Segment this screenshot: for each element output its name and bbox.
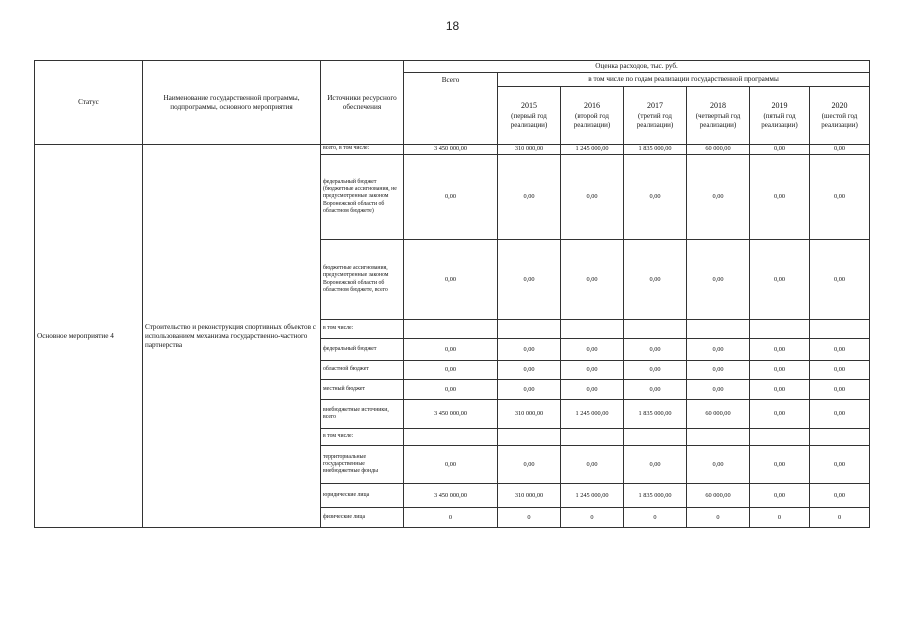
value-cell: 0,00 [810,380,870,400]
value-cell: 3 450 000,00 [404,145,498,155]
estimate-header: Оценка расходов, тыс. руб. [404,61,870,73]
year-header-2017 [624,87,687,145]
value-cell: 0,00 [624,361,687,380]
value-cell: 60 000,00 [687,145,750,155]
year-label: (третий год реализации) [636,111,674,129]
value-cell: 0,00 [750,339,810,361]
value-cell: 0,00 [810,240,870,320]
year-header-2020 [810,87,870,145]
value-cell: 3 450 000,00 [404,400,498,429]
year-header-2016 [561,87,624,145]
year-label: (шестой год реализации) [821,111,858,129]
year-header-2018 [687,87,750,145]
value-cell: 0,00 [810,400,870,429]
value-cell: 0,00 [561,380,624,400]
value-cell: 0,00 [810,446,870,484]
value-cell: 60 000,00 [687,400,750,429]
value-cell: 0,00 [810,484,870,508]
source-label: в том числе: [321,320,404,339]
value-cell: 1 245 000,00 [561,400,624,429]
source-label: областной бюджет [321,361,404,380]
source-label: территориальные государственные внебюджетные фонды [321,446,404,484]
source-label: местный бюджет [321,380,404,400]
value-cell: 0,00 [624,380,687,400]
source-label: юридические лица [321,484,404,508]
value-cell: 0,00 [687,155,750,240]
value-cell: 0,00 [810,339,870,361]
value-cell: 0,00 [750,145,810,155]
value-cell: 1 245 000,00 [561,484,624,508]
value-cell: 1 835 000,00 [624,484,687,508]
empty-cell [624,429,687,446]
value-cell: 0 [498,508,561,528]
table-body [35,145,870,528]
value-cell: 0,00 [404,380,498,400]
empty-cell [750,320,810,339]
value-cell: 0,00 [624,339,687,361]
value-cell: 0,00 [687,446,750,484]
value-cell: 0,00 [404,446,498,484]
year-value: 2016 [584,101,600,111]
year-label: (четвертый год реализации) [695,111,741,129]
source-label: в том числе: [321,429,404,446]
value-cell: 0,00 [498,339,561,361]
source-label: бюджетные ассигнования, предусмотренные законом Воронежской области об областном бюджете, всего [321,240,404,320]
year-value: 2015 [521,101,537,111]
value-cell: 0,00 [750,380,810,400]
value-cell: 0,00 [498,361,561,380]
value-cell: 0,00 [561,446,624,484]
value-cell: 0,00 [498,446,561,484]
value-cell: 0,00 [561,155,624,240]
value-cell: 60 000,00 [687,484,750,508]
value-cell: 0 [624,508,687,528]
empty-cell [404,320,498,339]
value-cell: 0,00 [404,155,498,240]
empty-cell [561,429,624,446]
value-cell: 0,00 [687,240,750,320]
year-value: 2017 [647,101,663,111]
value-cell: 0,00 [624,155,687,240]
value-cell: 0,00 [750,446,810,484]
value-cell: 0,00 [810,361,870,380]
value-cell: 0,00 [750,484,810,508]
value-cell: 0,00 [561,240,624,320]
empty-cell [624,320,687,339]
year-label: (второй год реализации) [573,111,611,129]
value-cell: 0,00 [687,339,750,361]
empty-cell [498,320,561,339]
value-cell: 0,00 [498,155,561,240]
source-label: федеральный бюджет [321,339,404,361]
source-label: физические лица [321,508,404,528]
value-cell: 0 [750,508,810,528]
value-cell: 1 245 000,00 [561,145,624,155]
value-cell: 0,00 [624,446,687,484]
value-cell: 0,00 [498,380,561,400]
value-cell: 310 000,00 [498,145,561,155]
empty-cell [687,320,750,339]
value-cell: 0,00 [561,339,624,361]
budget-table [34,60,870,528]
year-value: 2019 [771,101,788,111]
value-cell: 0 [810,508,870,528]
value-cell: 0,00 [750,400,810,429]
year-label: (первый год реализации) [510,111,548,129]
page-number: 18 [445,19,460,33]
value-cell: 0 [404,508,498,528]
empty-cell [498,429,561,446]
record-name: Строительство и реконструкция спортивных объектов с использованием механизма государственно-частного партнерства [143,145,321,528]
source-label: федеральный бюджет (бюджетные ассигнования, не предусмотренные законом Воронежской области об областном бюджете) [321,155,404,240]
year-header-2019 [750,87,810,145]
value-cell: 0,00 [750,240,810,320]
value-cell: 0,00 [404,361,498,380]
source-label: внебюджетные источники, всего [321,400,404,429]
value-cell: 0,00 [810,145,870,155]
value-cell: 310 000,00 [498,484,561,508]
table-row [35,145,870,155]
empty-cell [561,320,624,339]
value-cell: 0 [687,508,750,528]
value-cell: 1 835 000,00 [624,400,687,429]
sources-header: Источники ресурсного обеспечения [321,61,404,145]
year-header-2015 [498,87,561,145]
value-cell: 310 000,00 [498,400,561,429]
record-status: Основное мероприятие 4 [35,145,143,528]
empty-cell [810,429,870,446]
total-header: Всего [404,73,498,145]
value-cell: 0,00 [750,361,810,380]
value-cell: 0,00 [624,240,687,320]
value-cell: 0,00 [404,339,498,361]
source-label: всего, в том числе: [321,145,404,155]
value-cell: 0,00 [687,380,750,400]
value-cell: 3 450 000,00 [404,484,498,508]
value-cell: 0,00 [404,240,498,320]
empty-cell [404,429,498,446]
value-cell: 1 835 000,00 [624,145,687,155]
year-value: 2018 [710,101,726,111]
status-header: Статус [35,61,143,145]
value-cell: 0,00 [750,155,810,240]
value-cell: 0,00 [498,240,561,320]
year-label: (пятый год реализации) [761,111,798,129]
empty-cell [687,429,750,446]
value-cell: 0 [561,508,624,528]
value-cell: 0,00 [687,361,750,380]
name-header: Наименование государственной программы, подпрограммы, основного мероприятия [143,61,321,145]
by-years-header: в том числе по годам реализации государственной программы [498,73,870,87]
empty-cell [750,429,810,446]
value-cell: 0,00 [561,361,624,380]
year-value: 2020 [831,101,848,111]
value-cell: 0,00 [810,155,870,240]
empty-cell [810,320,870,339]
